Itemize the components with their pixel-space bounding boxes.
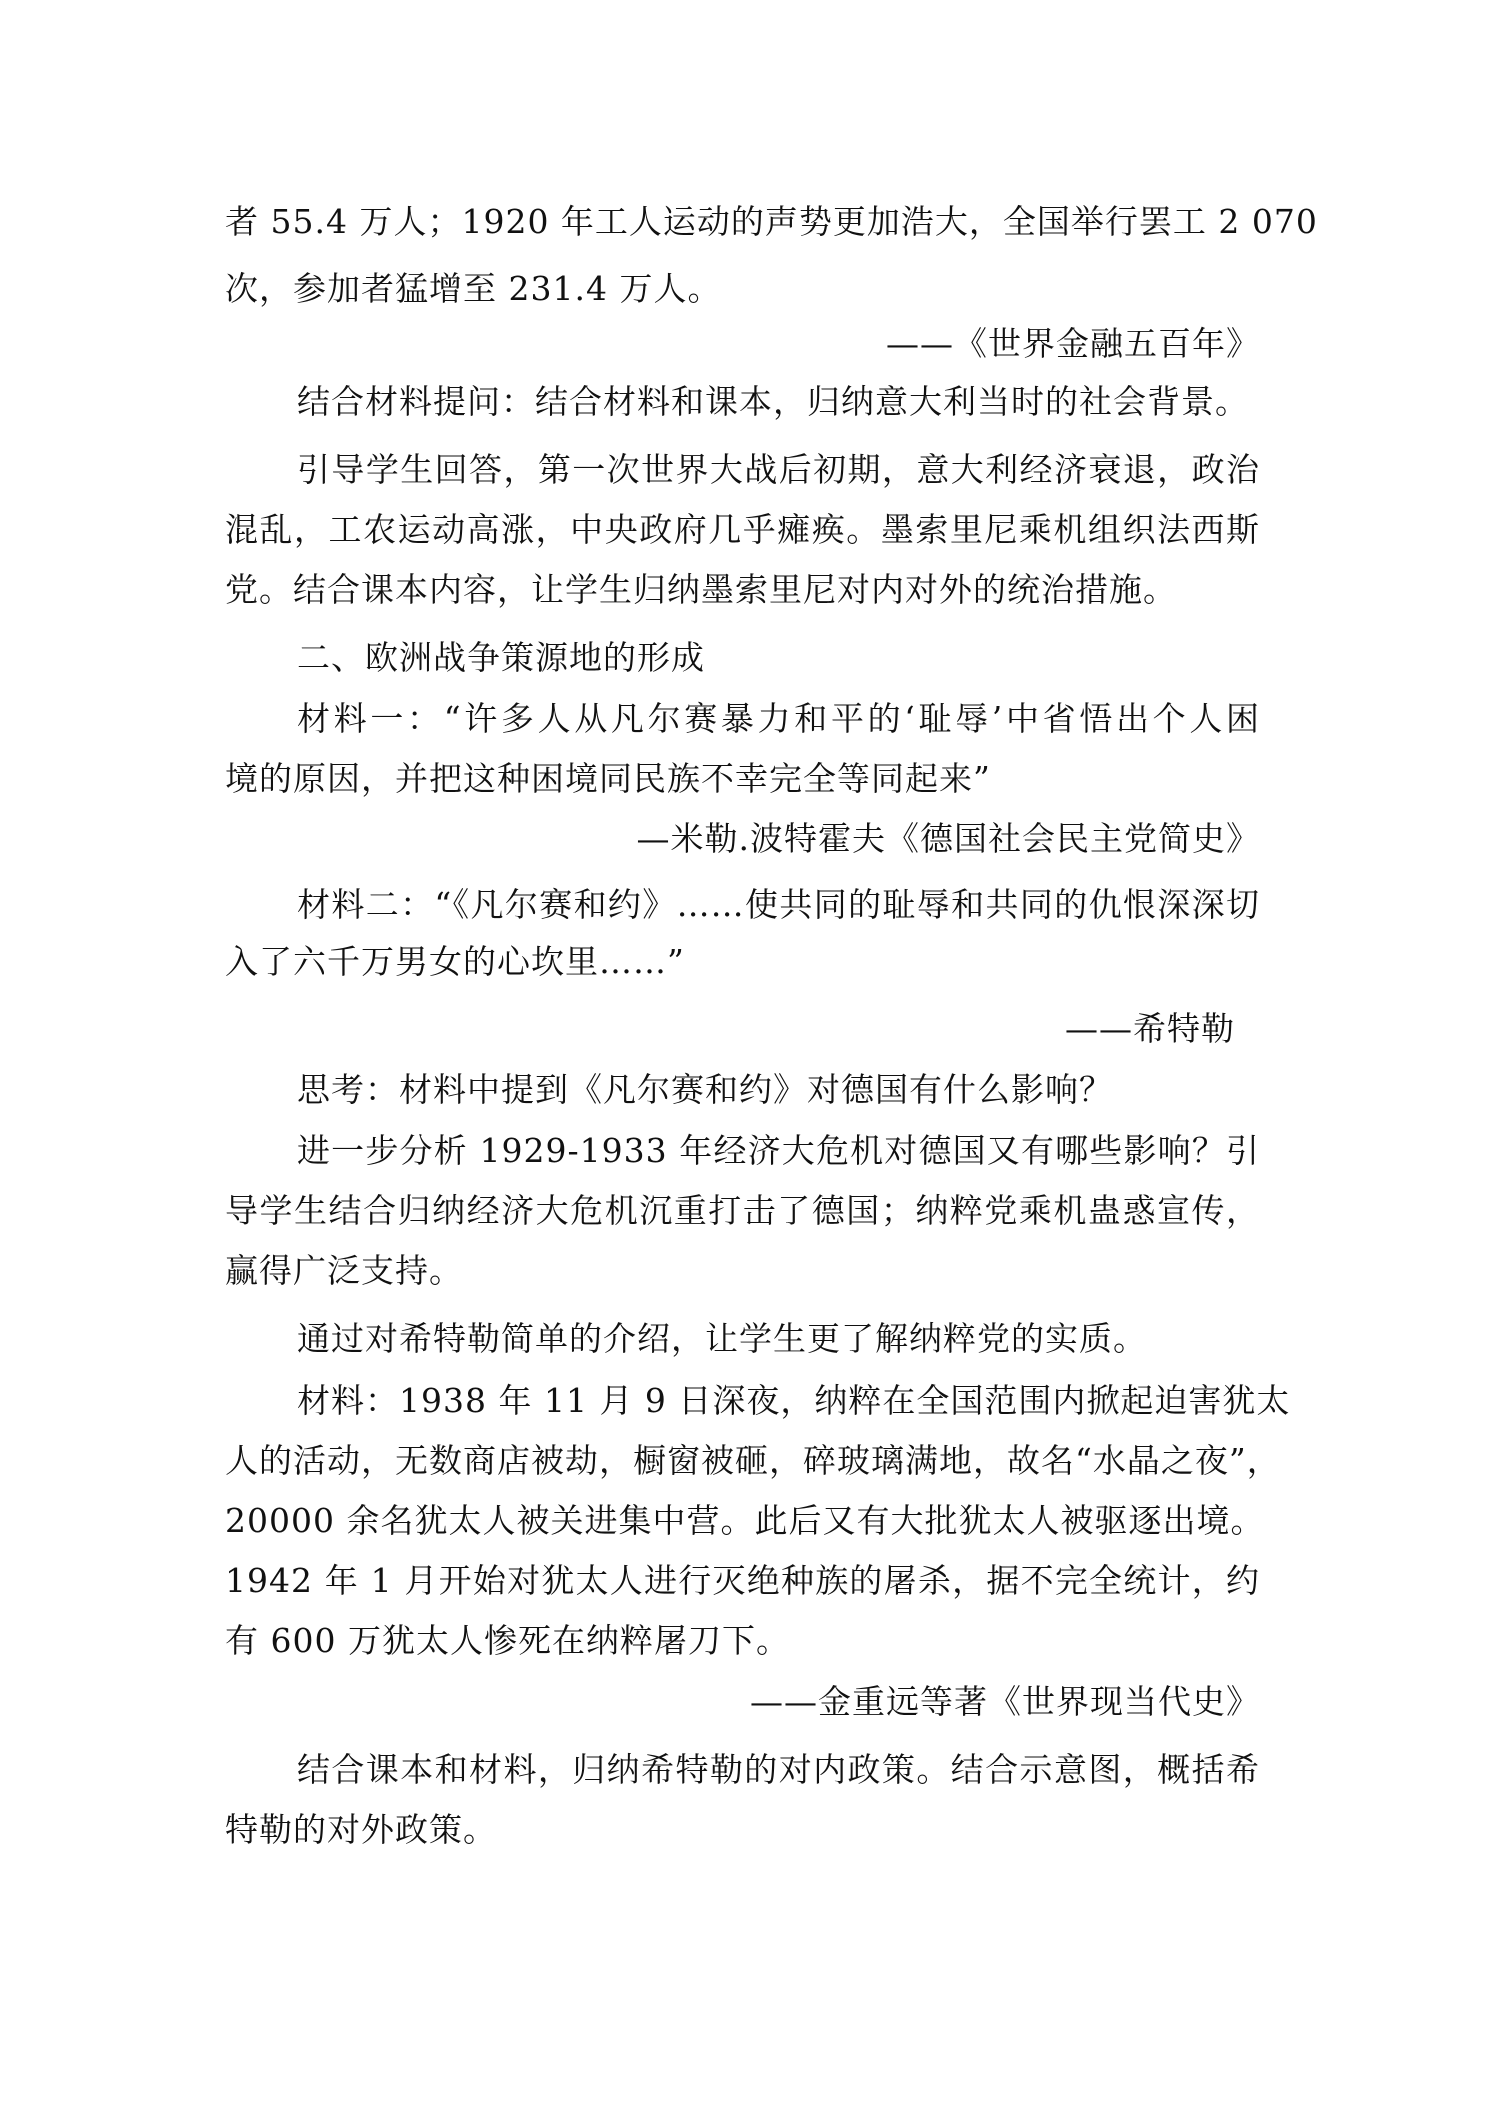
text-line: 材料一：“许多人从凡尔赛暴力和平的‘耻辱’中省悟出个人困 [297, 699, 1260, 738]
text-line: 引导学生回答，第一次世界大战后初期，意大利经济衰退，政治 [297, 450, 1260, 489]
text-line: 次，参加者猛增至 231.4 万人。 [225, 269, 722, 308]
text-line: 通过对希特勒简单的介绍，让学生更了解纳粹党的实质。 [297, 1319, 1147, 1358]
text-line: 结合材料提问：结合材料和课本，归纳意大利当时的社会背景。 [297, 382, 1249, 421]
text-line: 1942 年 1 月开始对犹太人进行灭绝种族的屠杀，据不完全统计，约 [225, 1561, 1260, 1600]
text-line: 20000 余名犹太人被关进集中营。此后又有大批犹太人被驱逐出境。 [225, 1501, 1265, 1540]
text-line: 特勒的对外政策。 [225, 1810, 497, 1849]
text-line: 者 55.4 万人；1920 年工人运动的声势更加浩大，全国举行罢工 2 070 [225, 202, 1318, 241]
citation: ——《世界金融五百年》 [886, 324, 1260, 363]
text-line: 境的原因，并把这种困境同民族不幸完全等同起来” [225, 759, 991, 798]
text-line: 结合课本和材料，归纳希特勒的对内政策。结合示意图，概括希 [297, 1750, 1260, 1789]
text-line: 党。结合课本内容，让学生归纳墨索里尼对内对外的统治措施。 [225, 570, 1177, 609]
citation: ——金重远等著《世界现当代史》 [750, 1682, 1260, 1721]
text-line: 入了六千万男女的心坎里……” [225, 942, 685, 981]
citation: —米勒.波特霍夫《德国社会民主党简史》 [636, 819, 1260, 858]
text-line: 思考：材料中提到《凡尔赛和约》对德国有什么影响？ [297, 1070, 1113, 1109]
text-line: 有 600 万犹太人惨死在纳粹屠刀下。 [225, 1621, 790, 1660]
text-line: 材料：1938 年 11 月 9 日深夜，纳粹在全国范围内掀起迫害犹太 [297, 1381, 1291, 1420]
text-line: 材料二：“《凡尔赛和约》……使共同的耻辱和共同的仇恨深深切 [297, 885, 1260, 924]
text-line: 进一步分析 1929-1933 年经济大危机对德国又有哪些影响？引 [297, 1131, 1260, 1170]
text-line: 混乱，工农运动高涨，中央政府几乎瘫痪。墨索里尼乘机组织法西斯 [225, 510, 1260, 549]
section-heading: 二、欧洲战争策源地的形成 [297, 638, 705, 677]
citation: ——希特勒 [1065, 1009, 1235, 1048]
text-line: 人的活动，无数商店被劫，橱窗被砸，碎玻璃满地，故名“水晶之夜”， [225, 1441, 1281, 1480]
text-line: 赢得广泛支持。 [225, 1251, 463, 1290]
text-line: 导学生结合归纳经济大危机沉重打击了德国；纳粹党乘机蛊惑宣传， [225, 1191, 1260, 1230]
